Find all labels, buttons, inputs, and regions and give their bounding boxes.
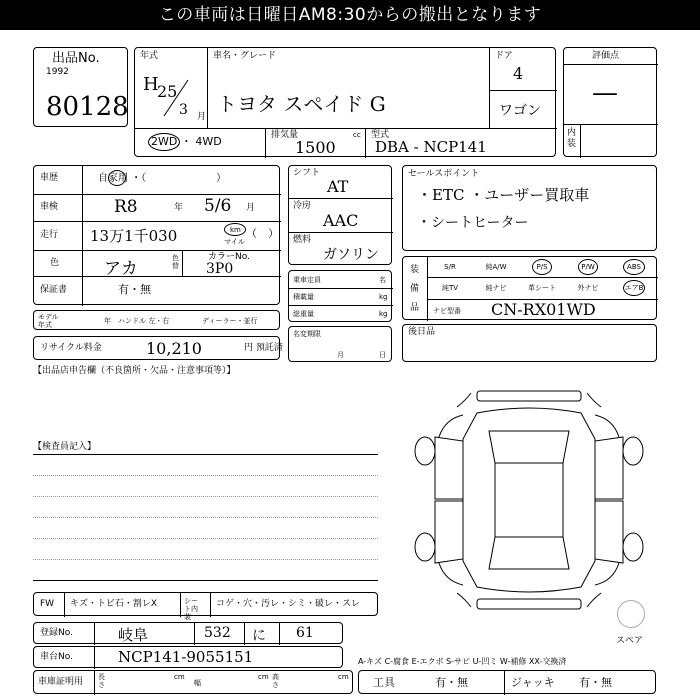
name-value: トヨタ スペイド G [217, 92, 386, 116]
equipment-row2 [427, 277, 658, 299]
registration-value1: 岐阜 [118, 626, 149, 644]
fw-sheet: シート内装 [184, 597, 198, 621]
cert-length: 長さ [98, 673, 105, 689]
displacement-label: 排気量 [271, 130, 299, 140]
fw-text1: キズ・トビ石・割レX [70, 599, 157, 609]
score-box [563, 47, 657, 157]
spare-label: スペア [616, 636, 644, 646]
inspection-year-unit: 年 [174, 203, 184, 213]
spare-tire-icon [617, 600, 645, 628]
equip-ps: P/S [536, 263, 548, 271]
private-circle [108, 170, 126, 186]
equipment-box [402, 256, 657, 320]
capacity-box [288, 270, 392, 322]
equip-tv: 純TV [441, 284, 459, 292]
recycle-unit: 円 預託済 [244, 343, 283, 353]
history-options: 自家用 ・（ ） [98, 173, 227, 184]
sales-line1: ・ETC ・ユーザー買取車 [417, 186, 590, 204]
km-label: km [230, 226, 241, 234]
lot-label: 出品No. [52, 51, 100, 66]
tools-value: 有・無 [435, 676, 468, 689]
model-year-label: モデル年式 [38, 313, 59, 329]
exhibitor-notes: 【出品店申告欄（不良箇所・欠品・注意事項等）】 [33, 366, 236, 376]
sales-box [402, 165, 657, 251]
color-no-label: カラーNo. [208, 252, 250, 262]
color-label: 色 [50, 258, 60, 268]
notes-box [402, 324, 657, 362]
recycle-value: 10,210 [146, 339, 202, 358]
tools-label: 工具 [373, 676, 395, 689]
interior-label: 内装 [567, 128, 577, 149]
fuel-label: 燃料 [293, 235, 312, 245]
lot-sub: 1992 [46, 67, 69, 77]
inspection-value: R8 [114, 197, 138, 217]
sales-line2: ・シートヒーター [417, 215, 529, 231]
door-label: ドア [495, 51, 513, 61]
year-era: H [143, 74, 159, 95]
fw-text2: コゲ・穴・汚レ・シミ・破レ・スレ [216, 599, 361, 609]
score-value: — [592, 78, 618, 108]
registration-value4: 61 [296, 625, 314, 641]
mileage-value: 13万1千030 [90, 227, 178, 245]
lot-box [33, 47, 128, 127]
door-value: 4 [513, 64, 524, 83]
km-circle [224, 223, 246, 236]
equip-pw: P/W [581, 263, 595, 271]
car-diagram [405, 385, 655, 620]
header-box [134, 47, 556, 157]
shift-value: AT [327, 177, 349, 196]
displacement-value: 1500 [295, 138, 336, 157]
ac-label: 冷房 [293, 201, 312, 211]
navi-value: CN-RX01WD [491, 300, 596, 319]
inspection-month-unit: 月 [246, 203, 256, 213]
change-month: 月 [337, 351, 344, 359]
equip-sr: S/R [444, 263, 456, 271]
jack-value: 有・無 [579, 676, 612, 689]
equip-ext-navi: 外ナビ [577, 284, 599, 292]
year-num: 25 [157, 82, 178, 101]
chassis-box [33, 646, 343, 668]
jack-label: ジャッキ [511, 676, 555, 689]
airbag-circle [623, 280, 645, 296]
equip-aw: 純A/W [485, 263, 507, 271]
cert-width: 幅 [194, 679, 201, 687]
warranty-value: 有・無 [118, 283, 151, 296]
registration-value2: 532 [204, 625, 231, 641]
spec-box [288, 165, 392, 265]
dealer-label: ディーラー・並行 [202, 317, 258, 325]
equip-airbag: エアB [624, 284, 644, 292]
recycle-box [33, 336, 283, 360]
change-label: 名変期限 [293, 330, 321, 338]
history-box [33, 165, 280, 305]
month-value: 3 [179, 102, 188, 118]
recycle-label: リサイクル料金 [40, 343, 102, 353]
notes-label: 後日品 [408, 327, 436, 337]
capacity-unit: 名 [379, 276, 386, 284]
registration-box [33, 622, 343, 644]
body-value: ワゴン [499, 103, 541, 119]
score-label: 評価点 [592, 51, 620, 61]
mileage-label: 走行 [40, 230, 59, 240]
inspection-month: 5/6 [204, 196, 232, 216]
equip-leather: 革シート [528, 284, 556, 292]
name-change-box [288, 326, 392, 362]
lot-number: 80128 [46, 92, 129, 122]
color-no-value: 3P0 [206, 261, 234, 277]
equip-navi: 純ナビ [485, 284, 507, 292]
month-unit: 月 [197, 112, 207, 122]
warranty-label: 保証書 [40, 285, 68, 295]
model-label: 型式 [371, 130, 390, 140]
chassis-label: 車台No. [40, 652, 73, 662]
change-day: 日 [379, 351, 386, 359]
navi-label: ナビ型番 [433, 307, 461, 315]
weight-label: 総重量 [293, 310, 314, 318]
cc-label: cc [353, 131, 361, 139]
mileage-paren: （ ） [246, 227, 279, 240]
cert-height-cm: cm [338, 673, 349, 681]
name-label: 車名・グレード [213, 51, 277, 61]
model-year-box [33, 310, 280, 330]
registration-value3: に [252, 628, 266, 644]
damage-legend: A-キズ C-腐食 E-エクボ S-サビ U-凹ミ W-補修 XX-交換済 [358, 657, 567, 666]
fw-label: FW [40, 599, 55, 609]
equip-abs: ABS [627, 263, 641, 271]
cert-width-cm: cm [258, 673, 269, 681]
abs-circle [623, 259, 645, 275]
model-year-unit: 年 [104, 317, 111, 325]
cert-label: 車庫証明用 [38, 677, 84, 687]
model-value: DBA - NCP141 [375, 138, 487, 156]
capacity-label: 乗車定員 [293, 276, 321, 284]
sales-label: セールスポイント [408, 169, 480, 179]
registration-label: 登録No. [40, 628, 73, 638]
banner: この車両は日曜日AM8:30からの搬出となります [0, 0, 700, 30]
load-kg: kg [379, 293, 388, 301]
weight-kg: kg [379, 310, 388, 318]
pw-circle [578, 259, 598, 275]
chassis-value: NCP141-9055151 [118, 648, 254, 666]
shift-label: シフト [293, 168, 321, 178]
cert-box [33, 670, 353, 694]
color-value: アカ [104, 259, 138, 279]
handle-label: ハンドル 左・右 [118, 317, 170, 325]
drive-options: 2WD ・ 4WD [151, 135, 222, 148]
equipment-row1 [427, 257, 658, 277]
ac-value: AAC [323, 211, 359, 230]
cert-length-cm: cm [174, 673, 185, 681]
load-label: 積載量 [293, 293, 314, 301]
history-label: 車歴 [40, 173, 59, 183]
equipment-label: 装備品 [410, 265, 420, 313]
ps-circle [532, 259, 552, 275]
cert-height: 高さ [272, 673, 279, 689]
tools-box [358, 670, 656, 694]
drive-circle [148, 133, 180, 151]
year-label: 年式 [140, 51, 159, 61]
repaint-label: 色替 [172, 254, 179, 270]
mile-label: マイル [224, 238, 245, 246]
inspection-label: 車検 [40, 202, 59, 212]
fuel-value: ガソリン [323, 247, 379, 263]
fw-box [33, 592, 378, 621]
inspector-label: 【検査員記入】 [33, 442, 97, 452]
